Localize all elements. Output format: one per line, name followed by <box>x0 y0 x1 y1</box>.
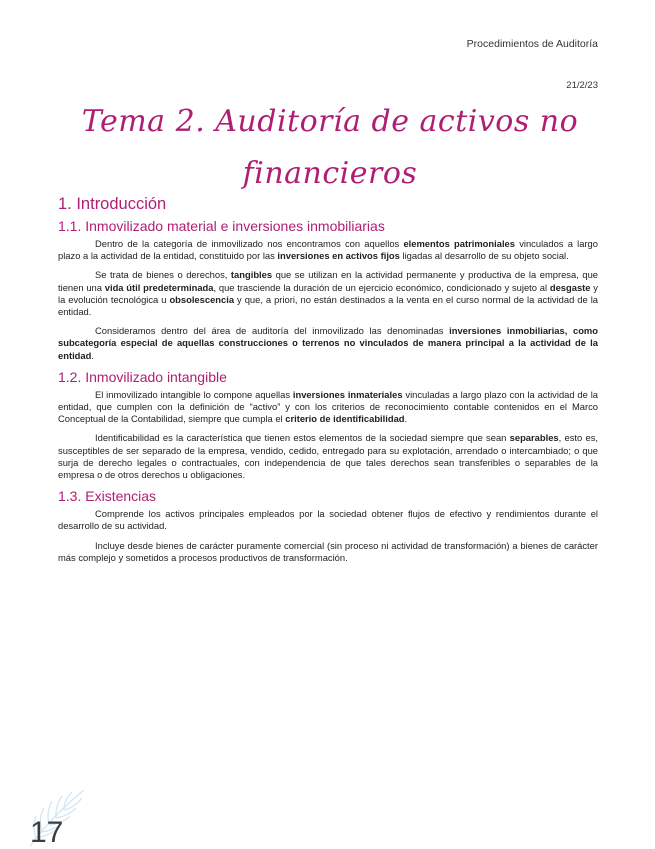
paragraph: Consideramos dentro del área de auditoría del inmovilizado las denominadas inversiones inmobiliarias, como subcategoría especial de aquellas construcciones o terrenos no vinculados de manera principal a la actividad de la entidad. <box>58 325 598 361</box>
paragraph: Dentro de la categoría de inmovilizado nos encontramos con aquellos elementos patrimoniales vinculados a largo plazo a la actividad de la entidad, constituido por las inversiones en activos fijos ligadas al desarrollo de su objeto social. <box>58 238 598 262</box>
document-body <box>58 195 598 571</box>
paragraph: Se trata de bienes o derechos, tangibles que se utilizan en la actividad permanente y productiva de la empresa, que tienen una vida útil predeterminada, que trasciende la duración de un ejercicio económico, condicionado y sujeto al desgaste y la evolución tecnológica u obsolescencia y que, a priori, no están destinados a la venta en el curso normal de la actividad de la entidad. <box>58 269 598 318</box>
section-heading-introduccion: 1. Introducción <box>58 195 167 213</box>
page-number: 17 <box>30 816 64 849</box>
paragraph: El inmovilizado intangible lo compone aquellas inversiones inmateriales vinculadas a largo plazo con la actividad de la entidad, que cumplen con la definición de “activo” y con los criterios de reconocimiento contable contenidos en el Marco Conceptual de la Contabilidad, siempre que cumpla el criterio de identificabilidad. <box>58 388 598 425</box>
paragraph: Comprende los activos principales empleados por la sociedad obtener flujos de efectivo y rendimientos durante el desarrollo de su actividad. <box>58 508 598 532</box>
page-title-line-1: Tema 2. Auditoría de activos no <box>81 104 579 139</box>
paragraph: Identificabilidad es la característica que tienen estos elementos de la sociedad siempre que sean separables, esto es, susceptibles de ser separado de la empresa, vendido, cedido, entregado para su explotación, arrendado o intercambiado; o que surja de derecho legales o contractuales, con independencia de que tales derechos sean transferibles o separables de la empresa o de otros derechos u obligaciones. <box>58 432 598 481</box>
section-heading-inmovilizado-material: 1.1. Inmovilizado material e inversiones inmobiliarias <box>58 218 385 234</box>
section-heading-existencias: 1.3. Existencias <box>58 488 157 505</box>
paragraph: Incluye desde bienes de carácter puramente comercial (sin proceso ni actividad de transformación) a bienes de carácter más complejo y sometidos a procesos productivos de transformación. <box>58 539 598 563</box>
document-date: 21/2/23 <box>566 80 598 91</box>
section-heading-inmovilizado-intangible: 1.2. Inmovilizado intangible <box>58 368 227 385</box>
page-title-line-2: financieros <box>242 156 418 191</box>
document-header-title: Procedimientos de Auditoría <box>466 38 598 50</box>
page-title <box>60 96 600 200</box>
